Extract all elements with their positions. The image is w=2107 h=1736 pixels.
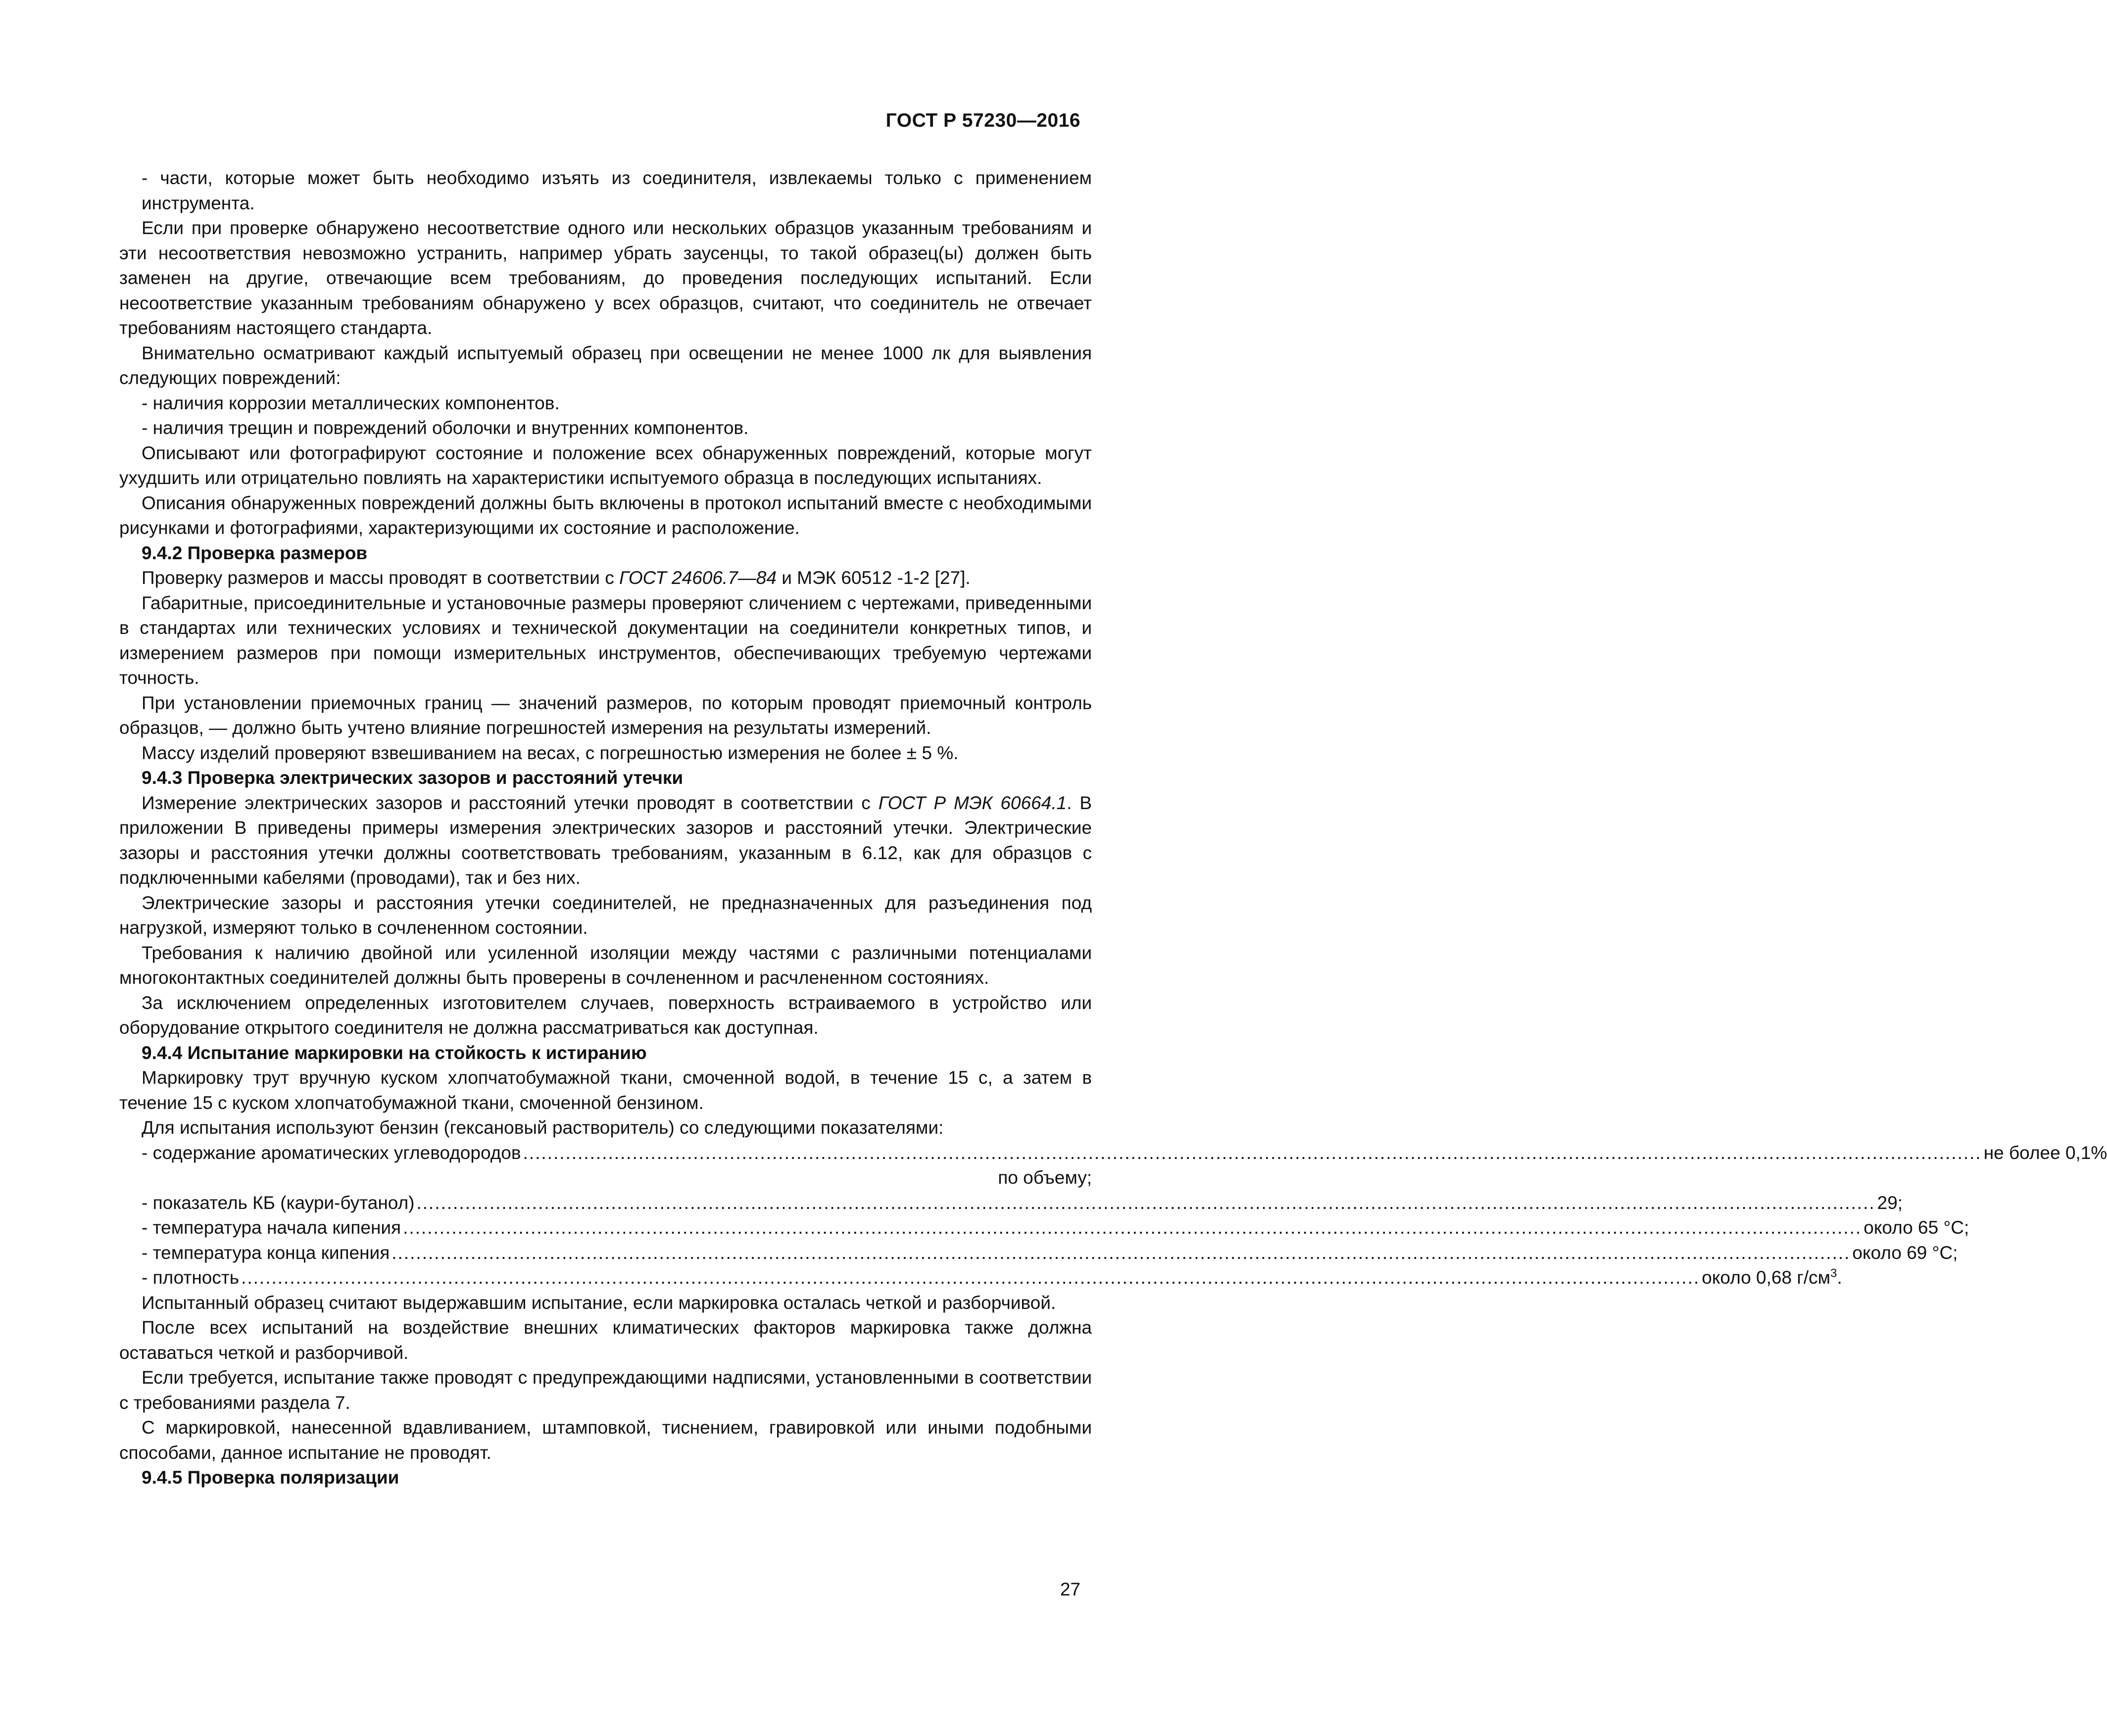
- paragraph: Если требуется, испытание также проводят с предупреждающими надписями, установленными в соответствии с требованиями раздела 7.: [119, 1367, 1092, 1413]
- paragraph: После всех испытаний на воздействие внешних климатических факторов маркировка также должна оставаться четкой и разборчивой.: [119, 1317, 1092, 1363]
- paragraph: Массу изделий проверяют взвешиванием на весах, с погрешностью измерения не более ± 5 %.: [142, 742, 959, 763]
- property-list: [119, 1141, 2107, 1291]
- property-label: - плотность: [142, 1267, 240, 1288]
- paragraph: [119, 566, 1092, 591]
- paragraph: С маркировкой, нанесенной вдавливанием, штамповкой, тиснением, гравировкой или иными подобными способами, данное испытание не проводят.: [119, 1417, 1092, 1463]
- paragraph: Требования к наличию двойной или усиленной изоляции между частями с различными потенциалами многоконтактных соединителей должны быть проверены в сочлененном и расчлененном состояниях.: [119, 942, 1092, 988]
- paragraph: Габаритные, присоединительные и установочные размеры проверяют сличением с чертежами, приведенными в стандартах или технических условиях и технической документации на соединители конкретных типов, и измерением размеров при помощи измерительных инструментов, обеспечивающих требуемую чертежами точность.: [119, 592, 1092, 688]
- section-heading-9-4-2: 9.4.2 Проверка размеров: [142, 542, 368, 563]
- property-row: [119, 1265, 1842, 1291]
- property-value: 29;: [1877, 1192, 1903, 1213]
- standard-reference: ГОСТ 24606.7—84: [619, 568, 777, 588]
- section-heading-9-4-4: 9.4.4 Испытание маркировки на стойкость к истиранию: [142, 1042, 647, 1063]
- paragraph: [119, 791, 1092, 891]
- value-text: около 0,68 г/см: [1702, 1267, 1831, 1288]
- leader-dots: ................................................................................................................................................................................................................................................: [392, 1242, 1851, 1263]
- paragraph: Электрические зазоры и расстояния утечки соединителей, не предназначенных для разъединения под нагрузкой, измеряют только в сочлененном состоянии.: [119, 892, 1092, 938]
- text-run: Проверку размеров и массы проводят в соответствии с: [142, 568, 619, 588]
- property-value-continuation: по объему;: [998, 1167, 1092, 1188]
- page-number: 27: [1060, 1579, 1080, 1599]
- standard-reference: ГОСТ Р МЭК 60664.1: [878, 792, 1067, 813]
- leader-dots: ................................................................................................................................................................................................................................................: [241, 1267, 1700, 1288]
- property-value: [1702, 1265, 1842, 1291]
- paragraph: - части, которые может быть необходимо изъять из соединителя, извлекаемы только с применением инструмента.: [142, 168, 1092, 213]
- page-body: [119, 166, 2107, 1491]
- property-row: [119, 1215, 1969, 1241]
- property-label: - температура начала кипения: [142, 1217, 401, 1238]
- document-code-header: ГОСТ Р 57230—2016: [885, 110, 1080, 131]
- text-run: и МЭК 60512 -1-2 [27].: [776, 568, 971, 588]
- property-row: [119, 1191, 1903, 1216]
- value-tail: .: [1837, 1267, 1842, 1288]
- leader-dots: ................................................................................................................................................................................................................................................: [523, 1142, 1982, 1163]
- property-row: [119, 1241, 1958, 1266]
- text-run: . В приложении В приведены примеры измерения электрических зазоров и расстояний утечки. Электрические зазоры и расстояния утечки должны соответствовать требованиям, указанным в 6.12, как для образцов с подключенными кабелями (проводами), так и без них.: [119, 792, 1092, 888]
- section-heading-9-4-5: 9.4.5 Проверка поляризации: [142, 1467, 399, 1488]
- property-value: около 65 °С;: [1863, 1217, 1969, 1238]
- paragraph: Испытанный образец считают выдержавшим испытание, если маркировка осталась четкой и разборчивой.: [142, 1292, 1056, 1313]
- property-label: - содержание ароматических углеводородов: [142, 1142, 521, 1163]
- paragraph: Если при проверке обнаружено несоответствие одного или нескольких образцов указанным требованиям и эти несоответствия невозможно устранить, например убрать заусенцы, то такой образец(ы) должен быть заменен на другие, отвечающие всем требованиям, до проведения последующих испытаний. Если несоответствие указанным требованиям обнаружено у всех образцов, считают, что соединитель не отвечает требованиям настоящего стандарта.: [119, 218, 1092, 338]
- paragraph: Для испытания используют бензин (гексановый растворитель) со следующими показателями:: [142, 1117, 944, 1138]
- property-value: не более 0,1%: [1983, 1142, 2107, 1163]
- property-row: [119, 1141, 2107, 1166]
- section-heading-9-4-3: 9.4.3 Проверка электрических зазоров и расстояний утечки: [142, 768, 684, 788]
- paragraph: Маркировку трут вручную куском хлопчатобумажной ткани, смоченной водой, в течение 15 с, а затем в течение 15 с куском хлопчатобумажной ткани, смоченной бензином.: [119, 1067, 1092, 1113]
- property-label: - температура конца кипения: [142, 1242, 390, 1263]
- paragraph: Описывают или фотографируют состояние и положение всех обнаруженных повреждений, которые могут ухудшить или отрицательно повлиять на характеристики испытуемого образца в последующих испытаниях.: [119, 442, 1092, 488]
- list-item: - наличия коррозии металлических компонентов.: [142, 392, 560, 413]
- leader-dots: ................................................................................................................................................................................................................................................: [416, 1192, 1875, 1213]
- list-item: - наличия трещин и повреждений оболочки и внутренних компонентов.: [142, 418, 749, 438]
- property-label: - показатель КБ (каури-бутанол): [142, 1192, 415, 1213]
- leader-dots: ................................................................................................................................................................................................................................................: [403, 1217, 1862, 1238]
- superscript: 3: [1830, 1266, 1837, 1280]
- paragraph: Описания обнаруженных повреждений должны быть включены в протокол испытаний вместе с необходимыми рисунками и фотографиями, характеризующими их состояние и расположение.: [119, 492, 1092, 538]
- property-value: около 69 °С;: [1852, 1242, 1958, 1263]
- paragraph: При установлении приемочных границ — значений размеров, по которым проводят приемочный контроль образцов, — должно быть учтено влияние погрешностей измерения на результаты измерений.: [119, 692, 1092, 738]
- text-run: Измерение электрических зазоров и расстояний утечки проводят в соответствии с: [142, 792, 879, 813]
- paragraph: Внимательно осматривают каждый испытуемый образец при освещении не менее 1000 лк для выявления следующих повреждений:: [119, 342, 1092, 388]
- paragraph: За исключением определенных изготовителем случаев, поверхность встраиваемого в устройство или оборудование открытого соединителя не должна рассматриваться как доступная.: [119, 992, 1092, 1038]
